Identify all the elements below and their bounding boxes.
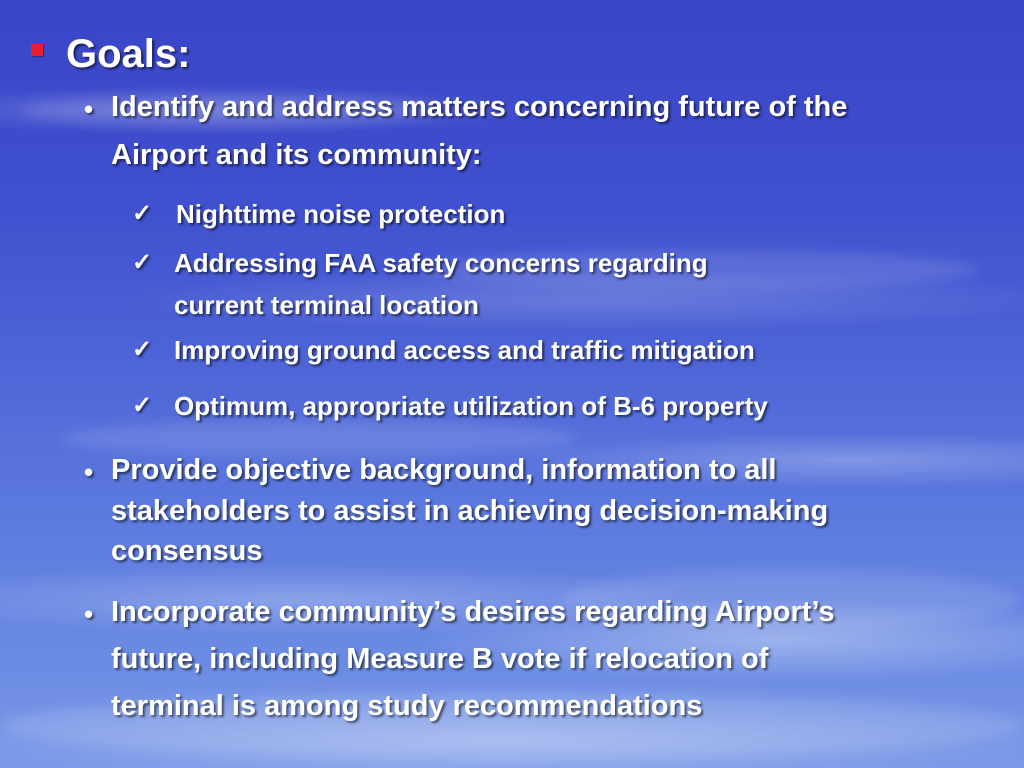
checkmark-icon: ✓ (132, 392, 153, 419)
slide-title: Goals: (66, 32, 191, 76)
bullet-1-line-2: Airport and its community: (111, 139, 482, 171)
bullet-icon: • (84, 457, 94, 487)
bullet-3-line-1: Incorporate community’s desires regarding Airport’s (111, 596, 835, 628)
checkmark-icon: ✓ (132, 249, 153, 276)
bullet-3-line-2: future, including Measure B vote if relocation of (111, 643, 769, 675)
check-item-3: Improving ground access and traffic mitigation (174, 335, 755, 365)
cloud-streak (60, 420, 580, 456)
checkmark-icon: ✓ (132, 200, 153, 227)
checkmark-icon: ✓ (132, 336, 153, 363)
bullet-1-line-1: Identify and address matters concerning future of the (111, 91, 848, 123)
bullet-icon: • (84, 599, 94, 629)
bullet-2-line-1: Provide objective background, information to all (111, 454, 777, 486)
bullet-2-line-3: consensus (111, 535, 263, 567)
bullet-3-line-3: terminal is among study recommendations (111, 690, 703, 722)
bullet-icon: • (84, 94, 94, 124)
check-item-4: Optimum, appropriate utilization of B-6 property (174, 391, 768, 421)
bullet-2-line-2: stakeholders to assist in achieving decision-making (111, 495, 829, 527)
check-item-1: Nighttime noise protection (176, 199, 506, 229)
check-item-2-line-1: Addressing FAA safety concerns regarding (174, 248, 708, 278)
check-item-2-line-2: current terminal location (174, 290, 479, 320)
title-bullet-icon (31, 44, 43, 56)
